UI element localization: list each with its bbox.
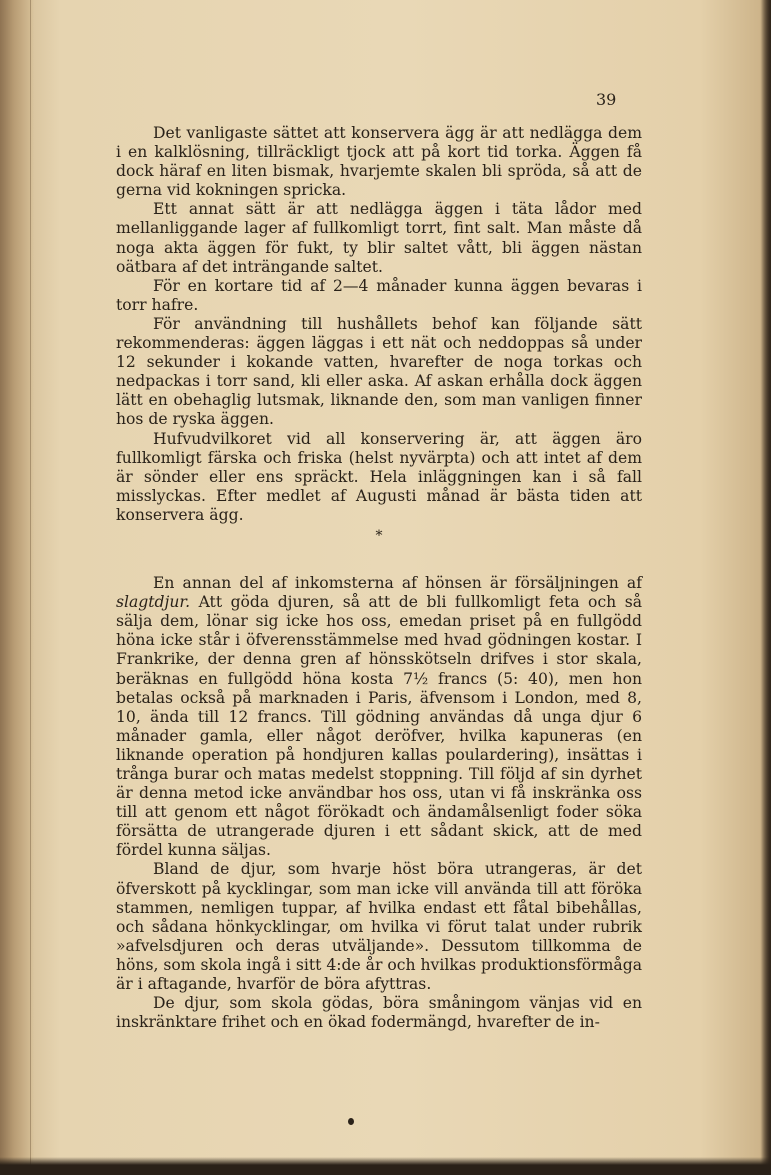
paragraph: Bland de djur, som hvarje höst böra utrangeras, är det öfverskott på kycklingar, som man icke vill använda till att föröka stammen, nemligen tuppar, af hvilka endast ett fåtal bibehållas, och sådana hönkycklingar, om hvilka vi förut talat under rubrik »afvelsdjuren och deras utväljande». Dessutom tillkomma de höns, som skola ingå i sitt 4:de år och hvilkas produktionsförmåga är i aftagande, hvarför de böra afyttras.: [116, 860, 642, 994]
italic-term: slagtdjur.: [116, 593, 191, 612]
paragraph: För en kortare tid af 2—4 månader kunna äggen bevaras i torr hafre.: [116, 276, 642, 314]
body-text: [116, 124, 642, 1032]
ink-dot: [348, 1118, 354, 1125]
page-right-edge: [761, 0, 771, 1175]
paragraph: Det vanligaste sättet att konservera ägg är att nedlägga dem i en kalklösning, tillräckligt tjock att på kort tid torka. Äggen få dock häraf en liten bismak, hvarjemte skalen bli spröda, så att de gerna vid kokningen spricka.: [116, 124, 642, 200]
gutter-line: [30, 0, 31, 1175]
paragraph: Hufvudvilkoret vid all konservering är, att äggen äro fullkomligt färska och friska (helst nyvärpta) och att intet af dem är sönder eller ens spräckt. Hela inläggningen kan i så fall misslyckas. Efter medlet af Augusti månad är bästa tiden att konservera ägg.: [116, 429, 642, 524]
paragraph-text: En annan del af inkomsterna af hönsen är försäljningen af: [153, 574, 642, 593]
paragraph: Ett annat sätt är att nedlägga äggen i täta lådor med mellanliggande lager af fullkomligt torrt, fint salt. Man måste då noga akta äggen för fukt, ty blir saltet vått, bli äggen nästan oätbara af det inträngande saltet.: [116, 200, 642, 276]
paragraph-text: Att göda djuren, så att de bli fullkomligt feta och så sälja dem, lönar sig icke hos oss, emedan priset på en fullgödd höna icke står i öfverensstämmelse med hvad gödningen kostar. I Frankrike, der denna gren af hönsskötseln drifves i stor skala, beräknas en fullgödd höna kosta 7½ francs (5: 40), men hon betalas också på marknaden i Paris, äfvensom i London, med 8, 10, ända till 12 francs. Till gödning användas då unga djur 6 månader gamla, eller något deröfver, hvilka kapuneras (en liknande operation på hondjuren kallas poulardering), insättas i trånga burar och matas medelst stoppning. Till följd af sin dyrhet är denna metod icke användbar hos oss, utan vi få inskränka oss till att genom ett något förökadt och ändamålsenligt foder söka försätta de utrangerade djuren i ett sådant skick, att de med fördel kunna säljas.: [116, 593, 642, 860]
paragraph: För användning till hushållets behof kan följande sätt rekommenderas: äggen läggas i ett nät och neddoppas så under 12 sekunder i kokande vatten, hvarefter de noga torkas och nedpackas i torr sand, kli eller aska. Af askan erhålla dock äggen lätt en obehaglig lutsmak, liknande den, som man vanligen finner hos de ryska äggen.: [116, 314, 642, 429]
paragraph: [116, 574, 642, 860]
paragraph: De djur, som skola gödas, böra småningom vänjas vid en inskränktare frihet och en ökad fodermängd, hvarefter de in-: [116, 994, 642, 1032]
page-number: 39: [596, 90, 617, 109]
page-bottom-edge: [0, 1157, 771, 1175]
section-separator: *: [375, 527, 383, 544]
page-gutter: [0, 0, 34, 1175]
